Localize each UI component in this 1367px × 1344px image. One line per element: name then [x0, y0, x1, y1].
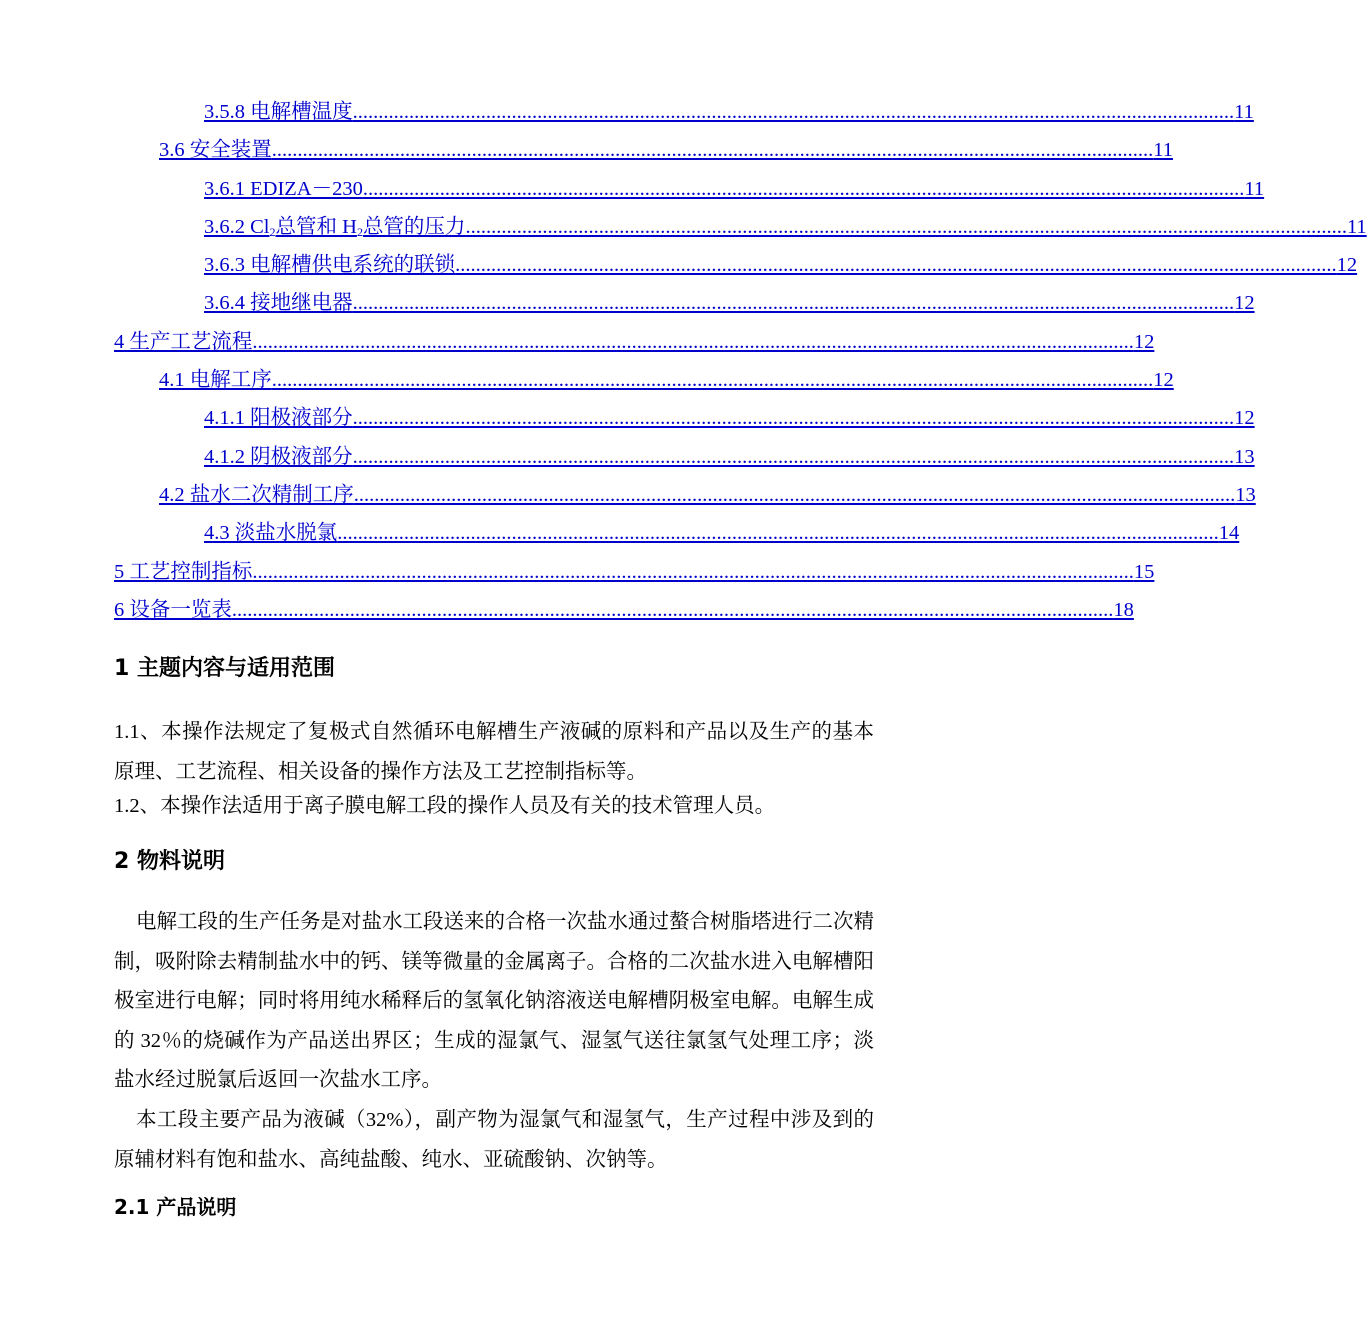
toc-link-3-5-8[interactable] — [204, 97, 1254, 127]
toc-page-number: 12 — [1234, 292, 1255, 315]
toc-link-4-1-2[interactable] — [204, 442, 1255, 472]
toc-page-number: 11 — [1244, 177, 1265, 200]
toc-page-number: 14 — [1218, 522, 1240, 545]
section-1-heading: 1 主题内容与适用范围 — [114, 656, 335, 681]
toc-link-3-6[interactable] — [159, 135, 1173, 165]
toc-label: 3.6.4 接地继电器 — [204, 292, 353, 315]
section-2-1-heading: 2.1 产品说明 — [114, 1195, 237, 1219]
toc-row — [0, 595, 1134, 633]
toc-label-part: 总管的压力 — [362, 215, 466, 238]
toc-label: 5 工艺控制指标 — [114, 560, 253, 583]
toc-page-number: 18 — [1113, 598, 1134, 621]
toc-label — [204, 212, 465, 242]
toc-leader: ............................................................................................................................................................................ — [352, 101, 1235, 123]
toc-label: 4.3 淡盐水脱氯 — [204, 522, 338, 545]
toc-leader: ............................................................................................................................................................................ — [252, 560, 1134, 583]
toc-page-number: 12 — [1133, 330, 1155, 353]
toc-leader: ............................................................................................................................................................................ — [465, 215, 1347, 238]
toc-row — [0, 250, 1358, 288]
toc-link-3-6-2[interactable] — [204, 212, 1367, 242]
toc-leader: ............................................................................................................................................................................ — [362, 177, 1245, 200]
toc-page-number: 12 — [1234, 407, 1255, 430]
toc-leader: ............................................................................................................................................................................ — [337, 522, 1219, 545]
toc-label: 4.2 盐水二次精制工序 — [159, 483, 354, 506]
toc-page-number: 13 — [1235, 483, 1256, 506]
toc-leader: ............................................................................................................................................................................ — [252, 330, 1134, 353]
toc-page-number: 11 — [1153, 139, 1173, 162]
toc-page-number: 11 — [1346, 215, 1367, 238]
section-1-paragraph-1: 1.1、本操作法规定了复极式自然循环电解槽生产液碱的原料和产品以及生产的基本原理、工艺流程、相关设备的操作方法及工艺控制指标等。 — [114, 721, 874, 783]
toc-link-4-2[interactable] — [159, 480, 1256, 510]
toc-link-3-6-3[interactable] — [204, 250, 1358, 280]
toc-leader: ............................................................................................................................................................................ — [352, 407, 1235, 430]
toc-link-4-1[interactable] — [159, 365, 1174, 395]
toc-page-number: 12 — [1153, 369, 1174, 392]
toc-link-6[interactable] — [114, 595, 1134, 625]
toc-label: 3.6.3 电解槽供电系统的联锁 — [204, 254, 456, 277]
toc-label: 4.1.2 阴极液部分 — [204, 445, 353, 468]
toc-label: 3.6.1 EDIZA－230 — [204, 177, 363, 200]
toc-row — [0, 480, 1256, 518]
toc-label-part: 总管和 H — [275, 215, 357, 238]
toc-label: 4.1 电解工序 — [159, 369, 272, 392]
toc-link-4[interactable] — [114, 327, 1155, 357]
section-2-paragraph-2: 本工段主要产品为液碱（32%），副产物为湿氯气和湿氢气，生产过程中涉及到的原辅材料有饱和盐水、高纯盐酸、纯水、亚硫酸钠、次钠等。 — [114, 1109, 874, 1171]
section-1-paragraph-2: 1.2、本操作法适用于离子膜电解工段的操作人员及有关的技术管理人员。 — [114, 795, 776, 817]
toc-label: 3.5.8 电解槽温度 — [204, 101, 353, 123]
toc-leader: ............................................................................................................................................................................ — [352, 292, 1235, 315]
toc-leader: ............................................................................................................................................................................ — [271, 369, 1154, 392]
toc-leader: ............................................................................................................................................................................ — [455, 254, 1337, 277]
toc-leader: ............................................................................................................................................................................ — [353, 483, 1236, 506]
toc-leader: ............................................................................................................................................................................ — [352, 445, 1235, 468]
toc-label: 4.1.1 阳极液部分 — [204, 407, 353, 430]
toc-link-3-6-4[interactable] — [204, 288, 1255, 318]
toc-row — [0, 135, 1173, 173]
toc-label: 4 生产工艺流程 — [114, 330, 253, 353]
toc-link-5[interactable] — [114, 557, 1155, 587]
toc-link-4-1-1[interactable] — [204, 403, 1255, 433]
toc-row — [0, 557, 1155, 595]
toc-page-number: 13 — [1234, 445, 1255, 468]
toc-row — [0, 212, 1367, 250]
subscript: 2 — [356, 224, 363, 239]
toc-row — [0, 365, 1174, 403]
toc-leader: ............................................................................................................................................................................ — [231, 598, 1114, 621]
toc-row — [0, 327, 1155, 365]
toc-row — [0, 403, 1255, 441]
subscript: 2 — [269, 224, 276, 239]
toc-page-number: 12 — [1336, 254, 1358, 277]
table-of-contents — [0, 97, 1367, 633]
toc-label: 6 设备一览表 — [114, 598, 232, 621]
section-2-paragraph-1: 电解工段的生产任务是对盐水工段送来的合格一次盐水通过螯合树脂塔进行二次精制，吸附除去精制盐水中的钙、镁等微量的金属离子。合格的二次盐水进入电解槽阳极室进行电解；同时将用纯水稀释后的氢氧化钠溶液送电解槽阴极室电解。电解生成的 32％的烧碱作为产品送出界区；生成的湿氯气、湿氢气送往氯氢气处理工序；淡盐水经过脱氯后返回一次盐水工序。 — [114, 911, 874, 1091]
toc-link-4-3[interactable] — [204, 518, 1240, 548]
toc-page-number: 15 — [1133, 560, 1155, 583]
toc-page-number: 11 — [1234, 101, 1254, 123]
toc-label: 3.6 安全装置 — [159, 139, 272, 162]
toc-row — [0, 174, 1265, 212]
toc-row — [0, 97, 1254, 135]
toc-row — [0, 288, 1255, 326]
section-2-heading: 2 物料说明 — [114, 849, 225, 874]
toc-row — [0, 518, 1240, 556]
toc-leader: ............................................................................................................................................................................ — [271, 139, 1154, 162]
toc-link-3-6-1[interactable] — [204, 174, 1265, 204]
toc-row — [0, 442, 1255, 480]
toc-label-part: 3.6.2 Cl — [204, 215, 270, 238]
